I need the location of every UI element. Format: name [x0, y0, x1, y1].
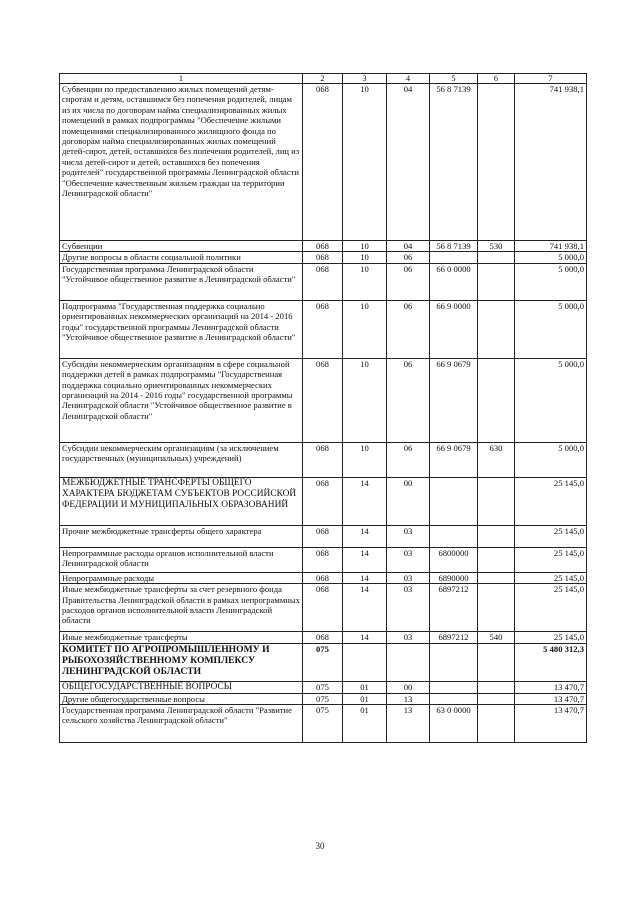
cell-expense-type [478, 477, 515, 525]
cell-target-article [430, 477, 478, 525]
cell-ministry-code: 068 [303, 632, 343, 643]
cell-subsection: 03 [387, 632, 430, 643]
cell-amount: 13 470,7 [515, 681, 587, 693]
cell-target-article: 6800000 [430, 547, 478, 572]
cell-target-article [430, 643, 478, 681]
row-name: Иные межбюджетные трансферты за счет резервного фонда Правительства Ленинградской области в рамках непрограммных расходов органов исполнительной власти Ленинградской области [60, 584, 303, 632]
cell-target-article: 6897212 [430, 632, 478, 643]
cell-amount: 741 938,1 [515, 241, 587, 252]
cell-amount: 13 470,7 [515, 705, 587, 743]
cell-target-article: 6890000 [430, 572, 478, 583]
row-name: ОБЩЕГОСУДАРСТВЕННЫЕ ВОПРОСЫ [60, 681, 303, 693]
table-row [60, 693, 587, 704]
cell-subsection: 03 [387, 547, 430, 572]
cell-target-article [430, 525, 478, 547]
cell-ministry-code: 075 [303, 681, 343, 693]
column-header: 5 [430, 74, 478, 84]
cell-expense-type [478, 263, 515, 300]
page-number: 30 [315, 841, 325, 851]
cell-target-article: 56 8 7139 [430, 241, 478, 252]
column-header: 4 [387, 74, 430, 84]
cell-expense-type [478, 525, 515, 547]
cell-target-article [430, 693, 478, 704]
cell-amount: 5 000,0 [515, 442, 587, 477]
cell-section: 10 [343, 442, 387, 477]
row-name: Государственная программа Ленинградской области "Развитие сельского хозяйства Ленинградской области" [60, 705, 303, 743]
column-header: 3 [343, 74, 387, 84]
cell-expense-type: 540 [478, 632, 515, 643]
cell-expense-type [478, 681, 515, 693]
row-name: Другие вопросы в области социальной политики [60, 252, 303, 263]
cell-amount: 741 938,1 [515, 84, 587, 241]
cell-subsection: 06 [387, 442, 430, 477]
cell-amount: 25 145,0 [515, 477, 587, 525]
cell-section: 14 [343, 525, 387, 547]
row-name: Субсидии некоммерческим организациям в сфере социальной поддержки детей в рамках подпрограммы "Государственная поддержка социально ориентированных некоммерческих организаций на 2014 - 2016 годы" государственной программы Ленинградской области "Устойчивое общественное развитие в Ленинградской области" [60, 358, 303, 442]
cell-ministry-code: 068 [303, 241, 343, 252]
cell-expense-type [478, 572, 515, 583]
cell-subsection: 13 [387, 705, 430, 743]
cell-section: 10 [343, 252, 387, 263]
cell-ministry-code: 068 [303, 584, 343, 632]
cell-subsection: 03 [387, 584, 430, 632]
cell-amount: 5 000,0 [515, 252, 587, 263]
cell-section: 14 [343, 632, 387, 643]
column-header: 7 [515, 74, 587, 84]
cell-subsection: 06 [387, 300, 430, 358]
row-name: Государственная программа Ленинградской области "Устойчивое общественное развитие в Ленинградской области" [60, 263, 303, 300]
cell-subsection: 06 [387, 358, 430, 442]
cell-amount: 13 470,7 [515, 693, 587, 704]
cell-expense-type [478, 584, 515, 632]
cell-amount: 25 145,0 [515, 632, 587, 643]
cell-target-article [430, 681, 478, 693]
cell-section: 10 [343, 241, 387, 252]
cell-section: 01 [343, 705, 387, 743]
cell-expense-type: 530 [478, 241, 515, 252]
cell-expense-type [478, 547, 515, 572]
cell-section: 14 [343, 584, 387, 632]
cell-target-article: 66 9 0679 [430, 442, 478, 477]
table-row [60, 477, 587, 525]
row-name: Непрограммные расходы [60, 572, 303, 583]
cell-ministry-code: 068 [303, 442, 343, 477]
table-row [60, 643, 587, 681]
cell-ministry-code: 068 [303, 547, 343, 572]
table-row [60, 300, 587, 358]
cell-section: 01 [343, 693, 387, 704]
table-row [60, 632, 587, 643]
row-name: Субвенции [60, 241, 303, 252]
cell-section: 14 [343, 547, 387, 572]
table-row [60, 547, 587, 572]
cell-section: 14 [343, 572, 387, 583]
table-row [60, 84, 587, 241]
row-name: МЕЖБЮДЖЕТНЫЕ ТРАНСФЕРТЫ ОБЩЕГО ХАРАКТЕРА БЮДЖЕТАМ СУБЪЕКТОВ РОССИЙСКОЙ ФЕДЕРАЦИИ И МУНИЦИПАЛЬНЫХ ОБРАЗОВАНИЙ [60, 477, 303, 525]
cell-expense-type [478, 252, 515, 263]
cell-expense-type: 630 [478, 442, 515, 477]
cell-target-article: 56 8 7139 [430, 84, 478, 241]
cell-subsection [387, 643, 430, 681]
cell-amount: 5 000,0 [515, 358, 587, 442]
column-header: 2 [303, 74, 343, 84]
cell-ministry-code: 068 [303, 252, 343, 263]
cell-ministry-code: 068 [303, 300, 343, 358]
cell-amount: 5 000,0 [515, 300, 587, 358]
cell-subsection: 04 [387, 241, 430, 252]
cell-subsection: 00 [387, 477, 430, 525]
table-row [60, 572, 587, 583]
cell-ministry-code: 075 [303, 643, 343, 681]
row-name: Субвенции по предоставлению жилых помещений детям-сиротам и детям, оставшимся без попечения родителей, лицам из их числа по договорам найма специализированных жилых помещений в рамках подпрограммы "Обеспечение жилыми помещениями специализированного жилищного фонда по договорам найма специализированных жилых помещений детей-сирот, детей, оставшихся без попечения родителей, лиц из числа детей-сирот и детей, оставшихся без попечения родителей" государственной программы Ленинградской области "Обеспечение качественным жильем граждан на территории Ленинградской области" [60, 84, 303, 241]
cell-target-article: 66 0 0000 [430, 263, 478, 300]
cell-ministry-code: 068 [303, 525, 343, 547]
table-row [60, 241, 587, 252]
cell-target-article: 6897212 [430, 584, 478, 632]
cell-subsection: 06 [387, 263, 430, 300]
table-header-row [60, 74, 587, 84]
cell-section: 10 [343, 300, 387, 358]
cell-section: 01 [343, 681, 387, 693]
cell-amount: 25 145,0 [515, 525, 587, 547]
table-row [60, 681, 587, 693]
cell-target-article: 63 0 0000 [430, 705, 478, 743]
row-name: Иные межбюджетные трансферты [60, 632, 303, 643]
table-row [60, 584, 587, 632]
cell-amount: 25 145,0 [515, 584, 587, 632]
cell-ministry-code: 075 [303, 705, 343, 743]
budget-table [59, 73, 587, 743]
cell-expense-type [478, 84, 515, 241]
cell-subsection: 13 [387, 693, 430, 704]
column-header: 6 [478, 74, 515, 84]
cell-target-article [430, 252, 478, 263]
table-row [60, 263, 587, 300]
table-row [60, 525, 587, 547]
cell-amount: 5 480 312,3 [515, 643, 587, 681]
cell-ministry-code: 068 [303, 572, 343, 583]
cell-ministry-code: 068 [303, 477, 343, 525]
column-header: 1 [60, 74, 303, 84]
cell-expense-type [478, 693, 515, 704]
cell-expense-type [478, 643, 515, 681]
table-row [60, 358, 587, 442]
cell-section: 10 [343, 84, 387, 241]
cell-amount: 25 145,0 [515, 547, 587, 572]
cell-expense-type [478, 300, 515, 358]
cell-expense-type [478, 705, 515, 743]
row-name: Прочие межбюджетные трансферты общего характера [60, 525, 303, 547]
cell-section: 10 [343, 358, 387, 442]
cell-target-article: 66 9 0000 [430, 300, 478, 358]
cell-subsection: 03 [387, 525, 430, 547]
table-row [60, 252, 587, 263]
row-name: Субсидии некоммерческим организациям (за исключением государственных (муниципальных) учреждений) [60, 442, 303, 477]
row-name: Другие общегосударственные вопросы [60, 693, 303, 704]
cell-ministry-code: 075 [303, 693, 343, 704]
cell-subsection: 00 [387, 681, 430, 693]
row-name: КОМИТЕТ ПО АГРОПРОМЫШЛЕННОМУ И РЫБОХОЗЯЙСТВЕННОМУ КОМПЛЕКСУ ЛЕНИНГРАДСКОЙ ОБЛАСТИ [60, 643, 303, 681]
cell-ministry-code: 068 [303, 358, 343, 442]
cell-subsection: 03 [387, 572, 430, 583]
cell-section [343, 643, 387, 681]
cell-amount: 25 145,0 [515, 572, 587, 583]
row-name: Непрограммные расходы органов исполнительной власти Ленинградской области [60, 547, 303, 572]
cell-amount: 5 000,0 [515, 263, 587, 300]
cell-ministry-code: 068 [303, 84, 343, 241]
table-row [60, 705, 587, 743]
row-name: Подпрограмма "Государственная поддержка социально ориентированных некоммерческих организаций на 2014 - 2016 годы" государственной программы Ленинградской области "Устойчивое общественное развитие в Ленинградской области" [60, 300, 303, 358]
cell-ministry-code: 068 [303, 263, 343, 300]
table-row [60, 442, 587, 477]
cell-target-article: 66 9 0679 [430, 358, 478, 442]
cell-subsection: 04 [387, 84, 430, 241]
cell-section: 10 [343, 263, 387, 300]
cell-subsection: 06 [387, 252, 430, 263]
cell-expense-type [478, 358, 515, 442]
cell-section: 14 [343, 477, 387, 525]
